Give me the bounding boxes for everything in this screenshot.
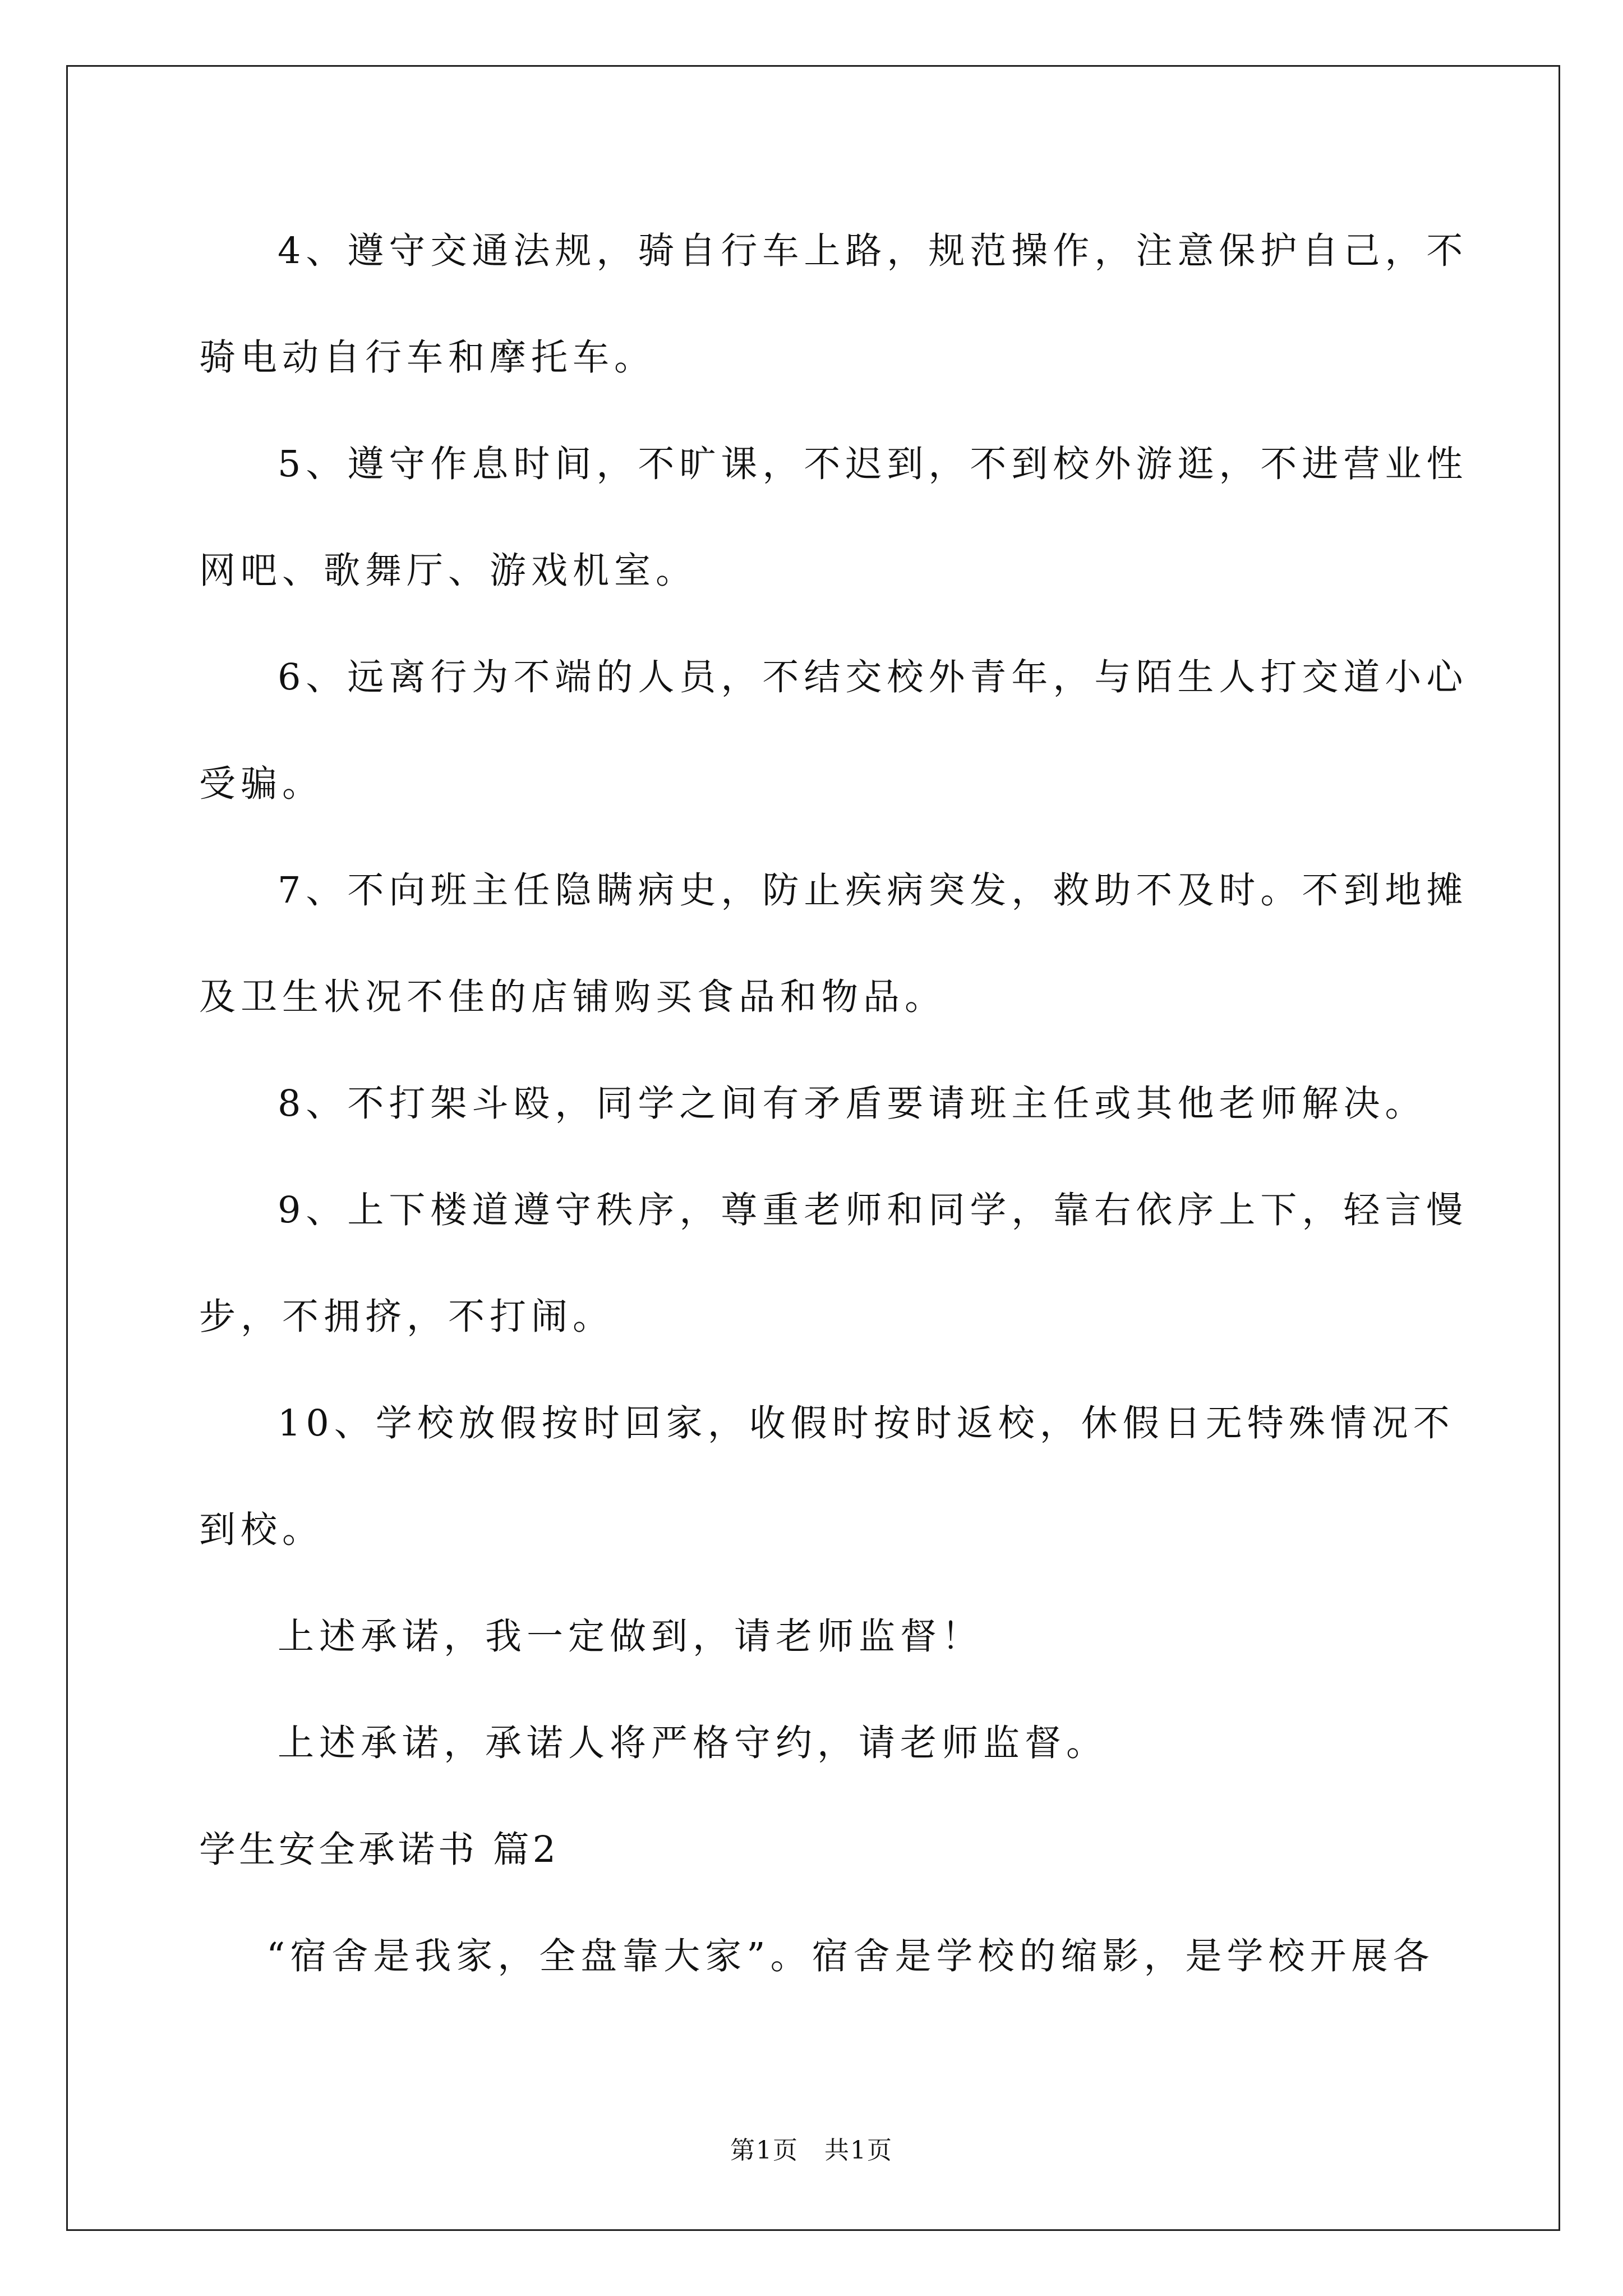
paragraph-10-line-2: 到校。 xyxy=(199,1509,324,1551)
paragraph-4-line-2: 骑电动自行车和摩托车。 xyxy=(199,337,656,379)
promise-statement-2: 上述承诺，承诺人将严格守约，请老师监督。 xyxy=(278,1722,1108,1764)
paragraph-10-line-1: 10、学校放假按时回家，收假时按时返校，休假日无特殊情况不 xyxy=(278,1402,1455,1444)
paragraph-8-line-1: 8、不打架斗殴，同学之间有矛盾要请班主任或其他老师解决。 xyxy=(278,1083,1427,1125)
paragraph-5-line-1: 5、遵守作息时间，不旷课，不迟到，不到校外游逛，不进营业性 xyxy=(278,443,1468,485)
paragraph-9-line-1: 9、上下楼道遵守秩序，尊重老师和同学，靠右依序上下，轻言慢 xyxy=(278,1189,1468,1231)
paragraph-6-line-2: 受骗。 xyxy=(199,763,324,805)
paragraph-4-line-1: 4、遵守交通法规，骑自行车上路，规范操作，注意保护自己，不 xyxy=(278,230,1468,272)
paragraph-9-line-2: 步，不拥挤，不打闹。 xyxy=(199,1296,615,1338)
paragraph-7-line-1: 7、不向班主任隐瞒病史，防止疾病突发，救助不及时。不到地摊 xyxy=(278,869,1468,912)
promise-statement-1: 上述承诺，我一定做到，请老师监督！ xyxy=(278,1616,984,1658)
paragraph-6-line-1: 6、远离行为不端的人员，不结交校外青年，与陌生人打交道小心 xyxy=(278,656,1468,698)
section-2-paragraph-line-1: “宿舍是我家，全盘靠大家”。宿舍是学校的缩影，是学校开展各 xyxy=(266,1935,1435,1977)
page-border xyxy=(66,65,1560,2231)
section-heading: 学生安全承诺书 篇2 xyxy=(199,1829,560,1871)
paragraph-5-line-2: 网吧、歌舞厅、游戏机室。 xyxy=(199,550,698,592)
page-footer: 第1页 共1页 xyxy=(730,2136,893,2165)
paragraph-7-line-2: 及卫生状况不佳的店铺购买食品和物品。 xyxy=(199,976,947,1018)
